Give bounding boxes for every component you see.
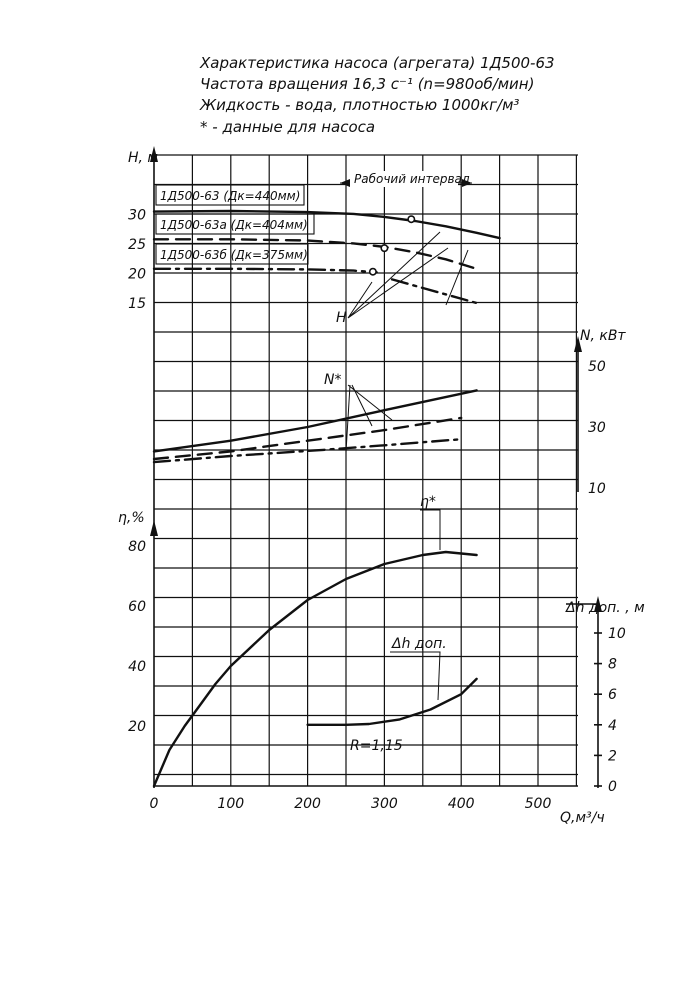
npsh-tick-label: 10	[608, 626, 626, 642]
head-axis-label: H, м	[128, 150, 158, 166]
npsh-tick-label: 2	[608, 748, 617, 765]
axes	[150, 146, 602, 788]
efficiency-curve	[154, 552, 477, 786]
npsh-tick-label: 6	[608, 687, 617, 704]
power-leader-lines	[346, 385, 392, 452]
efficiency-tick-label: 80	[128, 539, 146, 555]
x-tick-label: 0	[149, 796, 159, 812]
npsh-axis-label: Δh доп. , м	[566, 600, 645, 616]
npsh-annotation: Δh доп.	[392, 636, 447, 652]
efficiency-tick-label: 40	[128, 659, 146, 675]
power-tick-label: 10	[588, 481, 606, 497]
head-tick-label: 20	[128, 266, 146, 283]
head-annotation: H	[336, 310, 347, 326]
npsh-note: R=1,15	[350, 738, 403, 754]
working-interval-label: Рабочий интервал	[354, 172, 470, 186]
npsh-tick-label: 0	[608, 779, 617, 795]
head-marker-point	[408, 216, 414, 222]
head-marker-point	[381, 245, 387, 251]
power-tick-label: 50	[588, 359, 606, 375]
head-tick-label: 30	[128, 207, 146, 224]
series-name-1: 1Д500-63 (Дк=440мм)	[160, 189, 301, 203]
x-tick-label: 400	[447, 796, 475, 812]
header-line-4: * - данные для насоса	[200, 118, 376, 136]
power-annotation: N*	[324, 372, 342, 388]
npsh-tick-label: 4	[608, 717, 617, 734]
flow-axis-label: Q,м³/ч	[560, 810, 605, 826]
header-line-2: Частота вращения 16,3 с⁻¹ (n=980об/мин)	[200, 75, 535, 93]
efficiency-tick-label: 60	[128, 599, 146, 615]
efficiency-tick-label: 20	[128, 719, 146, 735]
efficiency-axis-arrow	[150, 520, 158, 536]
head-marker-point	[370, 269, 376, 275]
header-line-3: Жидкость - вода, плотностью 1000кг/м³	[200, 96, 520, 114]
x-tick-label: 200	[294, 796, 321, 812]
npsh-tick-label: 8	[608, 656, 617, 673]
series-curves	[154, 211, 500, 786]
head-curve	[392, 279, 477, 303]
working-interval-arrowhead-left	[340, 179, 350, 187]
head-curve	[154, 269, 377, 273]
head-tick-label: 15	[128, 296, 146, 312]
x-tick-label: 100	[217, 796, 245, 812]
efficiency-axis-label: η,%	[118, 510, 145, 526]
power-tick-label: 30	[588, 420, 606, 436]
head-tick-label: 25	[128, 237, 146, 253]
npsh-leader-line	[390, 652, 440, 700]
efficiency-annotation: η*	[420, 494, 436, 510]
power-axis-label: N, кВт	[580, 328, 626, 344]
x-tick-label: 500	[524, 796, 552, 812]
x-tick-label: 300	[371, 796, 398, 812]
header-line-1: Характеристика насоса (агрегата) 1Д500-63	[200, 54, 555, 72]
series-name-3: 1Д500-63б (Дк=375мм)	[160, 248, 308, 262]
series-name-2: 1Д500-63а (Дк=404мм)	[160, 218, 308, 232]
